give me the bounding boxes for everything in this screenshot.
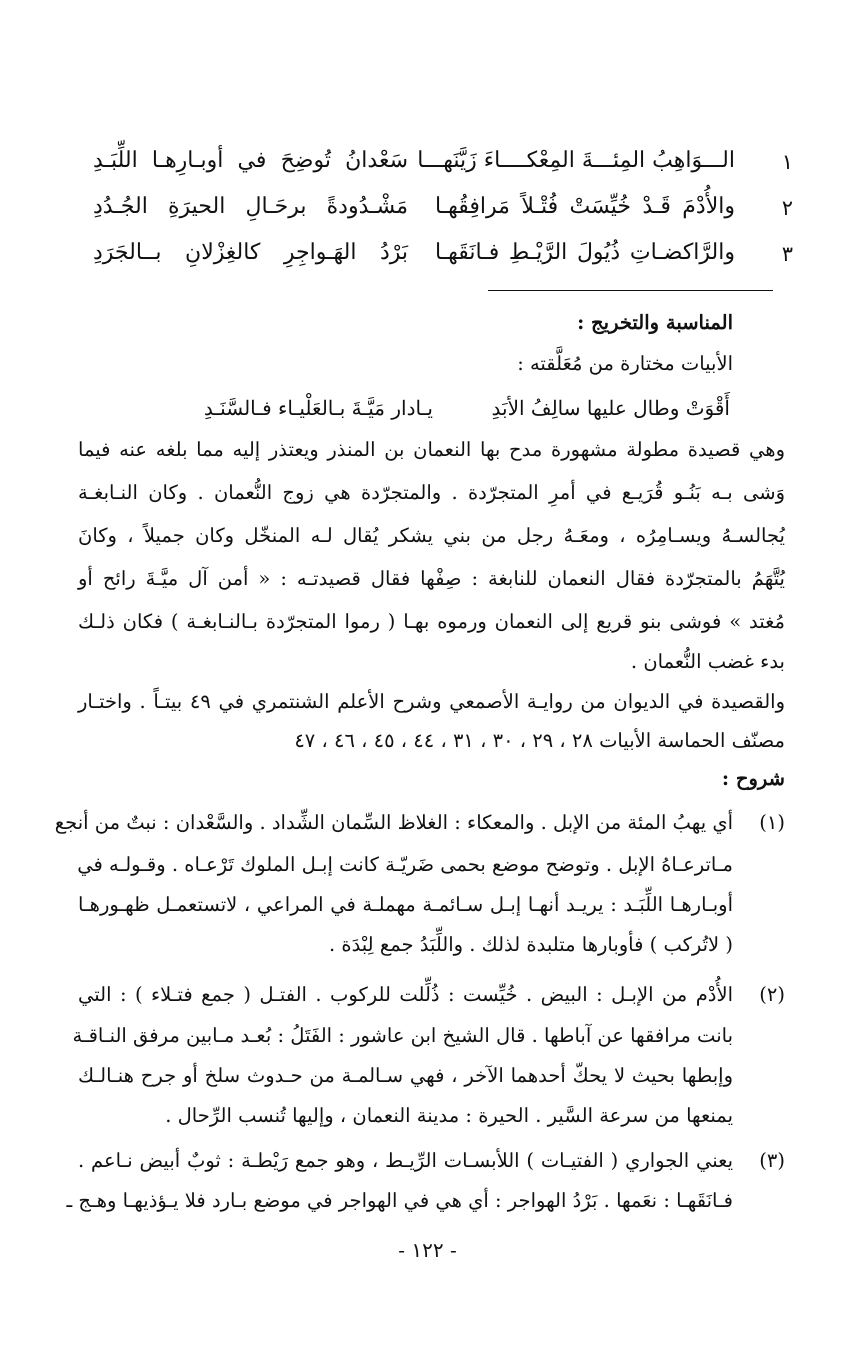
paragraph-line: يُتَّهَمُ بالمتجرّدة فقال النعمان للنابغة : صِفْها فقال قصيدتـه : « أمن آل ميَّـةَ رائح أو: [78, 567, 785, 590]
verse-first-hemistich: والأُدْمَ قَـدْ خُيِّسَتْ فُتْـلاً مَرافِقُهـا: [435, 194, 735, 219]
notes-title: شروح :: [721, 767, 785, 790]
note-number: (٣): [759, 1149, 785, 1172]
paragraph-line: مصنّف الحماسة الأبيات ٢٨ ، ٢٩ ، ٣٠ ، ٣١ ، ٤٤ ، ٤٥ ، ٤٦ ، ٤٧: [294, 729, 785, 752]
verse-number: ٢: [781, 196, 793, 220]
note-line: مـاترعـاهُ الإبل . وتوضح موضع بحمى ضَريّـة كانت إبـل الملوك تَرْعـاه . وقـولـه في: [77, 853, 733, 876]
verse-row: [80, 146, 793, 186]
note-line: بانت مرافقها عن آباطها . قال الشيخ ابن عاشور : الفَتَلُ : بُعـد مـابين مرفق النـاقـة: [72, 1024, 733, 1047]
note-line: ( لاتُركب ) فأوبارها متلبدة لذلك . واللِّبَدُ جمع لِبْدَة .: [328, 933, 733, 956]
quote-second-hemistich: أَقْوَتْ وطال عليها سالِفُ الأبَدِ: [491, 396, 730, 420]
note-number: (١): [759, 811, 785, 834]
paragraph-line: وهي قصيدة مطولة مشهورة مدح بها النعمان بن المنذر ويعتذر إليه مما بلغه عنه فيما: [78, 438, 785, 461]
paragraph-line: بدء غضب النُّعمان .: [630, 650, 785, 673]
note-number: (٢): [759, 983, 785, 1006]
verse-first-hemistich: الـــوَاهِبُ المِئـــةَ المِعْكــــاءَ زَيَّنَهـــا: [417, 148, 735, 173]
paragraph-line: يُجالسـهُ ويسـامِرُه ، ومعَـهُ رجل من بني يشكر يُقال لـه المنخّل وكان جميلاً ، وكانَ: [78, 524, 785, 547]
note-line: أوبـارهـا اللِّبَـد : يريـد أنهـا إبـل سـائمـة مهملـة في المراعي ، لاتستعمـل ظهـورهـا: [78, 893, 733, 916]
page-number: - ١٢٢ -: [398, 1238, 457, 1262]
note-line: الأُدْم من الإبـل : البيض . خُيِّست : ذُلِّلت للركوب . الفتـل ( جمع فتـلاء ) : التي: [78, 983, 733, 1006]
paragraph-line: وَشى بـه بَنُـو قُرَيـع في أمرِ المتجرّدة . والمتجرّدة هي زوج النُّعمان . وكان النـابغـة: [78, 481, 785, 504]
verse-second-hemistich: بَرْدُ الهَـواجِرِ كالغِزْلانِ بــالجَرَدِ: [93, 240, 408, 265]
paragraph-line: والقصيدة في الديوان من روايـة الأصمعي وشرح الأعلم الشنتمري في ٤٩ بيتـاً . واختـار: [78, 690, 785, 713]
paragraph-line: مُغتد » فوشى بنو قريع إلى النعمان ورموه بهـا ( رموا المتجرّدة بـالنـابغـة ) فكان ذلـك: [78, 610, 785, 633]
verse-first-hemistich: والرَّاكضـاتِ ذُيُولَ الرَّيْـطِ فـانَقَهـا: [435, 240, 735, 265]
intro-text: الأبيات مختارة من مُعَلَّقته :: [517, 352, 733, 375]
verse-second-hemistich: سَعْدانُ تُوضِحَ في أوبـارِهـا اللِّبَـدِ: [93, 148, 408, 173]
verse-second-hemistich: مَشْـدُودةً برحَـالِ الحيرَةِ الجُـدُدِ: [93, 194, 408, 219]
note-line: أي يهبُ المئة من الإبل . والمعكاء : الغلاظ السِّمان الشِّداد . والسَّعْدان : نبتٌ من أنجع: [54, 811, 733, 834]
verse-number: ٣: [781, 242, 793, 266]
note-line: فـانَقَهـا : نعَمها . بَرْدُ الهواجر : أي هي في الهواجر في موضع بـارد فلا يـؤذيهـا وهـج ـ: [66, 1189, 733, 1212]
verse-row: [80, 192, 793, 232]
verse-row: [80, 238, 793, 278]
quote-first-hemistich: يـادار مَيَّـةَ بـالعَلْيـاء فـالسَّنَـدِ: [203, 396, 433, 420]
verse-number: ١: [781, 150, 793, 174]
section-title: المناسبة والتخريج :: [577, 311, 733, 334]
note-line: يعني الجواري ( الفتيـات ) اللأبسـات الرِّيـط ، وهو جمع رَيْطـة : ثوبٌ أبيض نـاعم .: [78, 1149, 733, 1172]
separator-rule: [488, 290, 773, 291]
note-line: وإبطها بحيث لا يحكّ أحدهما الآخر ، فهي سـالمـة من حـدوث سلخ أو جرح هنـالـك: [78, 1064, 733, 1087]
note-line: يمنعها من سرعة السَّير . الحيرة : مدينة النعمان ، وإليها تُنسب الرِّحال .: [165, 1104, 733, 1127]
